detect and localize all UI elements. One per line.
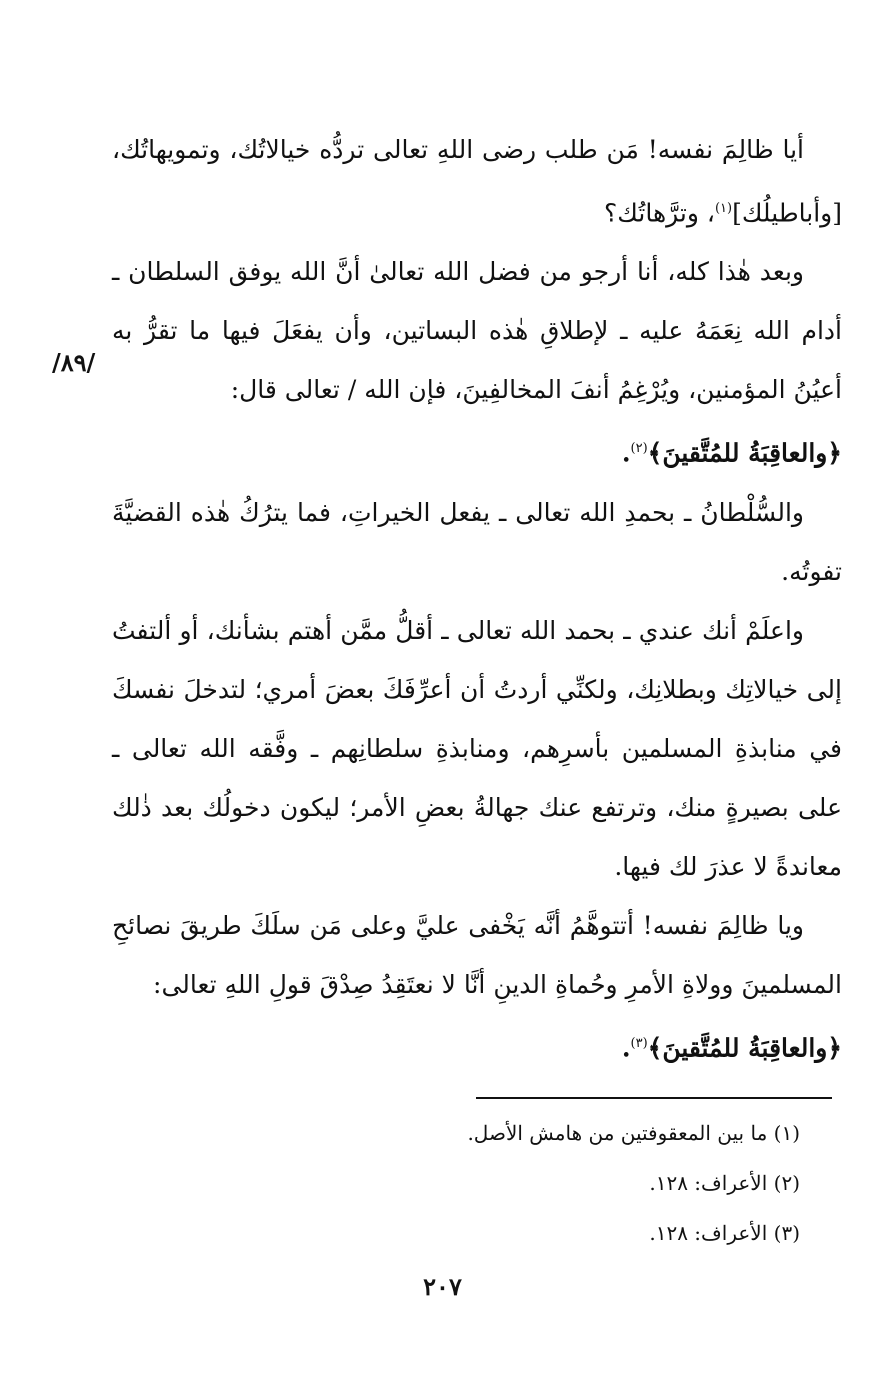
quran-quote-1-tail: . — [621, 438, 631, 468]
paragraph-2-text: وبعد هٰذا كله، أنا أرجو من فضل الله تعالىٰ أنَّ الله يوفق السلطان ـ أدام الله نِعَمَهُ عليه ـ لإطلاقِ هٰذه البساتين، وأن يفعَلَ فيها ما تقرُّ به أعيُنُ المؤمنين، ويُرْغِمُ أنفَ المخالفِينَ، فإن الله / تعالى قال: — [112, 257, 842, 405]
paragraph-4 — [112, 601, 842, 896]
main-text — [112, 120, 842, 1077]
paragraph-3 — [112, 483, 842, 601]
footnotes — [330, 1108, 800, 1258]
paragraph-3-text: والسُّلْطانُ ـ بحمدِ الله تعالى ـ يفعل الخيراتِ، فما يترُكُ هٰذه القضيَّةَ تفوتُه. — [112, 497, 842, 586]
paragraph-1 — [112, 120, 842, 242]
footnote-ref-3[interactable]: (٣) — [630, 1035, 648, 1051]
paragraph-5 — [112, 896, 842, 1014]
footnote-2: (٢) الأعراف: ١٢٨. — [649, 1171, 800, 1195]
footnote-divider — [476, 1097, 832, 1099]
quran-quote-1-text: ﴿والعاقِبَةُ للمُتَّقينَ﴾ — [647, 438, 842, 468]
quran-quote-1 — [112, 419, 842, 482]
paragraph-1-text: أيا ظالِمَ نفسه! مَن طلب رضى اللهِ تعالى تردُّه خيالاتُك، وتمويهاتُك، [وأباطيلُك] — [112, 135, 842, 228]
footnote-ref-2[interactable]: (٢) — [630, 441, 648, 457]
quran-quote-2-tail: . — [621, 1032, 631, 1062]
paragraph-2 — [112, 242, 842, 419]
manuscript-folio-marker: /٨٩/ — [52, 348, 96, 377]
paragraph-1-tail: ، وترَّهاتُك؟ — [604, 198, 715, 228]
paragraph-4-text: واعلَمْ أنك عندي ـ بحمد الله تعالى ـ أقلُّ ممَّن أهتم بشأنك، أو ألتفتُ إلى خيالاتِك وبطلانِك، ولكنِّي أردتُ أن أعرِّفَكَ بعضَ أمري؛ لتدخلَ نفسكَ في منابذةِ المسلمين بأسرِهم، ومنابذةِ سلطانِهم ـ وفَّقه الله تعالى ـ على بصيرةٍ منك، وترتفع عنك جهالةُ بعضِ الأمر؛ ليكون دخولُك بعد ذٰلك معاندةً لا عذرَ لك فيها. — [112, 615, 842, 881]
footnote-ref-1[interactable]: (١) — [714, 201, 733, 216]
quran-quote-2-text: ﴿والعاقِبَةُ للمُتَّقينَ﴾ — [647, 1032, 842, 1062]
footnote-3: (٣) الأعراف: ١٢٨. — [649, 1221, 800, 1245]
quran-quote-2 — [112, 1014, 842, 1077]
paragraph-5-text: ويا ظالِمَ نفسه! أتتوهَّمُ أنَّه يَخْفى عليَّ وعلى مَن سلَكَ طريقَ نصائحِ المسلمينَ وولاةِ الأمرِ وحُماةِ الدينِ أنَّا لا نعتَقِدُ صِدْقَ قولِ اللهِ تعالى: — [112, 910, 842, 999]
page-number: ٢٠٧ — [423, 1272, 462, 1301]
footnote-1: (١) ما بين المعقوفتين من هامش الأصل. — [467, 1121, 800, 1145]
